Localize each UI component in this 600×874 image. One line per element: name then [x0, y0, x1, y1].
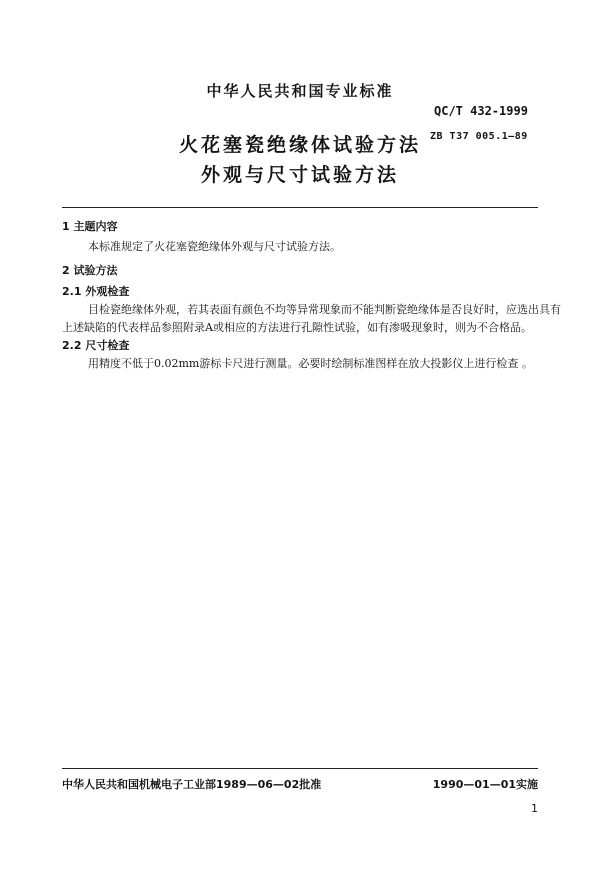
document-title-line1: 火花塞瓷绝缘体试验方法 [178, 134, 421, 156]
section-2-heading: 2 试验方法 [62, 264, 118, 277]
header-divider [62, 207, 538, 208]
section-2-2-heading: 2.2 尺寸检查 [62, 339, 130, 352]
section-1-body: 本标准规定了火花塞瓷绝缘体外观与尺寸试验方法。 [88, 240, 341, 253]
section-1-heading: 1 主题内容 [62, 220, 118, 233]
approval-statement: 中华人民共和国机械电子工业部1989—06—02批准 [62, 778, 322, 791]
section-2-1-line-1: 目检瓷绝缘体外观，若其表面有颜色不均等异常现象而不能判断瓷绝缘体是否良好时，应选出具有 [88, 303, 561, 316]
section-2-2-body: 用精度不低于0.02mm游标卡尺进行测量。必要时绘制标准图样在放大投影仪上进行检查 。 [88, 357, 533, 370]
section-2-1-line-2: 上述缺陷的代表样品参照附录A或相应的方法进行孔隙性试验，如有渗吸现象时，则为不合格品。 [62, 321, 532, 334]
section-2-1-heading: 2.1 外观检查 [62, 285, 130, 298]
standard-code-secondary: ZB T37 005.1—89 [430, 131, 528, 142]
document-title-line2: 外观与尺寸试验方法 [200, 164, 399, 186]
standard-code-primary: QC/T 432-1999 [434, 104, 528, 118]
footer-divider [62, 768, 538, 769]
page-number: 1 [531, 802, 538, 815]
standard-category-title: 中华人民共和国专业标准 [206, 82, 394, 100]
implementation-date: 1990—01—01实施 [432, 778, 538, 791]
